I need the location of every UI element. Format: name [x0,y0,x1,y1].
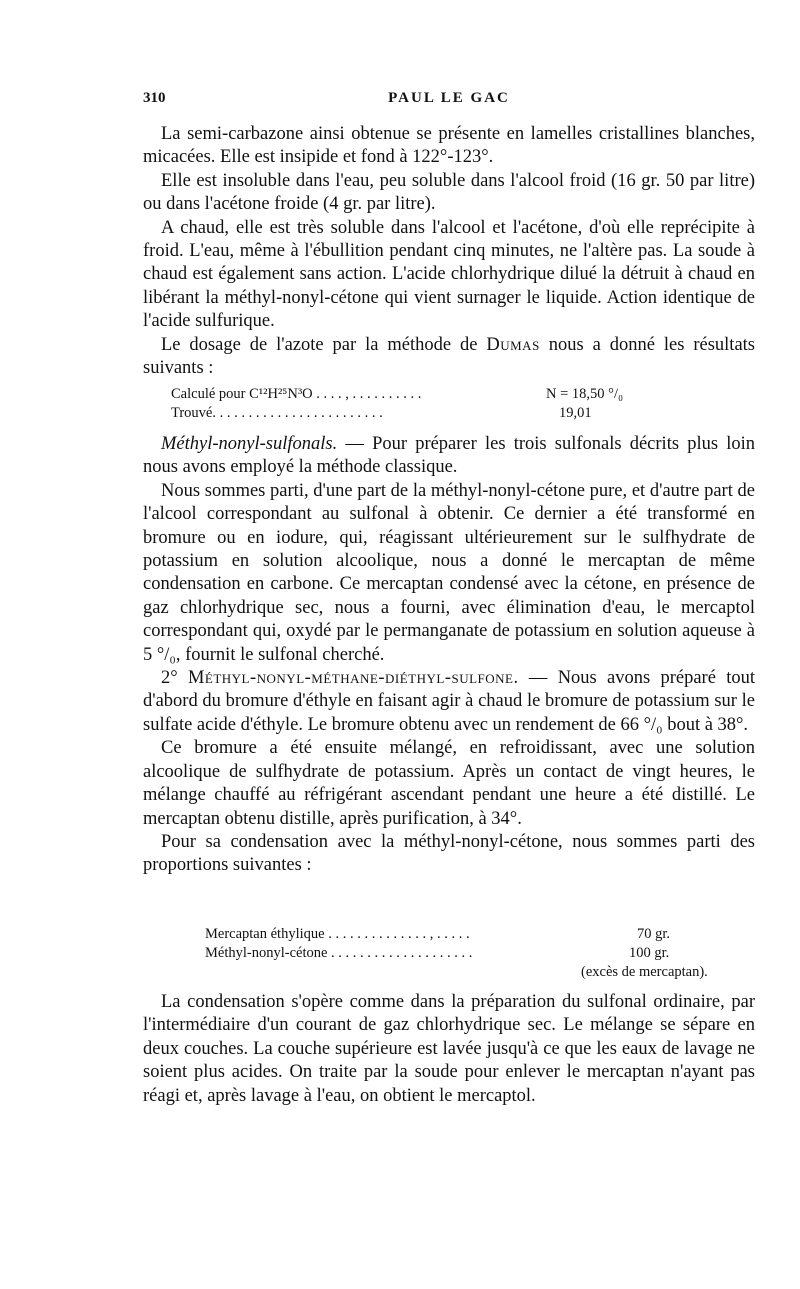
paragraph-block-1 [143,123,755,380]
row-label: Mercaptan éthylique . . . . . . . . . . . . . . , . . . . . [205,926,470,942]
assay-text-before: Le dosage de l'azote par la méthode de [161,334,487,355]
paragraph-nitrogen-assay [143,334,755,381]
paragraph-semicarbazone: La semi-carbazone ainsi obtenue se présente en lamelles cristallines blanches, micacées. Elle est insipide et fond à 122°-123°. [143,124,755,168]
paragraph-condensation: La condensation s'opère comme dans la préparation du sulfonal ordinaire, par l'intermédiaire d'un courant de gaz chlorhydrique sec. Le mélange se sépare en deux couches. La couche supérieure est lavée jusqu'à ce que les eaux de lavage ne soient plus acides. On traite par la soude pour enlever le mercaptan n'ayant pas réagi et, après lavage à l'eau, on obtient le mercaptol. [143,992,755,1106]
running-head: PAUL LE GAC [388,90,510,106]
analysis-row-found [171,404,651,423]
row-value: 70 gr. [637,926,671,942]
analysis-row-calculated [171,385,651,404]
proportion-note-row [205,963,755,982]
paragraph-block-3 [143,991,755,1108]
paragraph-diethyl-sulfone [143,667,755,737]
row-value: 19,01 [559,405,592,421]
row-label: Trouvé. . . . . . . . . . . . . . . . . . . . . . . . [171,405,383,421]
section-text: — Pour préparer les trois sulfonals décrits plus loin nous avons employé la méthode classique. [143,434,755,478]
section-heading: Méthyl-nonyl-sulfonals. [161,434,338,454]
page-header [143,90,755,114]
proportion-row-cetone [205,944,755,963]
paragraph-mercaptan: Ce bromure a été ensuite mélangé, en refroidissant, avec une solution alcoolique de sulfhydrate de potassium. Après un contact de vingt heures, le mélange chauffé au réfrigérant ascendant pendant une heure a été distillé. Le mercaptan obtenu distille, après purification, à 34°. [143,738,755,829]
assay-text-after: nous a donné les résultats suivants : [143,334,756,379]
item-number: 2° [161,668,188,689]
compound-heading: Méthyl-nonyl-méthane-diéthyl-sulfone. [187,668,519,689]
row-value: 100 gr. [629,945,670,961]
paragraph-block-2 [143,433,755,878]
page-number: 310 [143,90,166,106]
paragraph-condensation-intro: Pour sa condensation avec la méthyl-nonyl-cétone, nous sommes parti des proportions suivantes : [143,831,755,876]
row-value: N = 18,50 °/₀ [546,386,624,402]
paragraph-solubility: Elle est insoluble dans l'eau, peu soluble dans l'alcool froid (16 gr. 50 par litre) ou dans l'acétone froide (4 gr. par litre). [143,170,755,215]
proportion-row-mercaptan [205,925,755,944]
analysis-table [171,385,651,423]
compound-text: — Nous avons préparé tout d'abord du bromure d'éthyle en faisant agir à chaud le bromure de potassium sur le sulfate acide d'éthyle. Le bromure obtenu avec un rendement de 66 °/₀ bout à 38°. [143,668,755,735]
proportion-note: (excès de mercaptan). [581,964,708,980]
proportions-table [205,925,755,982]
paragraph-hot-behaviour: A chaud, elle est très soluble dans l'alcool et l'acétone, d'où elle reprécipite à froid. L'eau, même à l'ébullition pendant cinq minutes, ne l'altère pas. La soude à chaud est également sans action. L'acide chlorhydrique dilué la détruit à chaud en libérant la méthyl-nonyl-cétone qui vient surnager le liquide. Action identique de l'acide sulfurique. [143,217,755,332]
row-label: Méthyl-nonyl-cétone . . . . . . . . . . . . . . . . . . . . [205,945,473,961]
paragraph-sulfonals-method [143,433,755,480]
paragraph-preparation: Nous sommes parti, d'une part de la méthyl-nonyl-cétone pure, et d'autre part de l'alcool correspondant au sulfonal à obtenir. Ce dernier a été transformé en bromure ou en iodure, qui, réagissant ultérieurement sur le sulfhydrate de potassium en solution alcoolique, nous a donné le mercaptan de même condensation en carbone. Ce mercaptan condensé avec la cétone, en présence de gaz chlorhydrique sec, nous a fourni, avec élimination d'eau, le mercaptol correspondant qui, oxydé par le permanganate de potassium en solution aqueuse à 5 °/₀, fournit le sulfonal cherché. [143,480,755,665]
author-name: Dumas [486,334,540,355]
row-label: Calculé pour C¹²H²⁵N³O . . . . , . . . . . . . . . . [171,386,422,402]
